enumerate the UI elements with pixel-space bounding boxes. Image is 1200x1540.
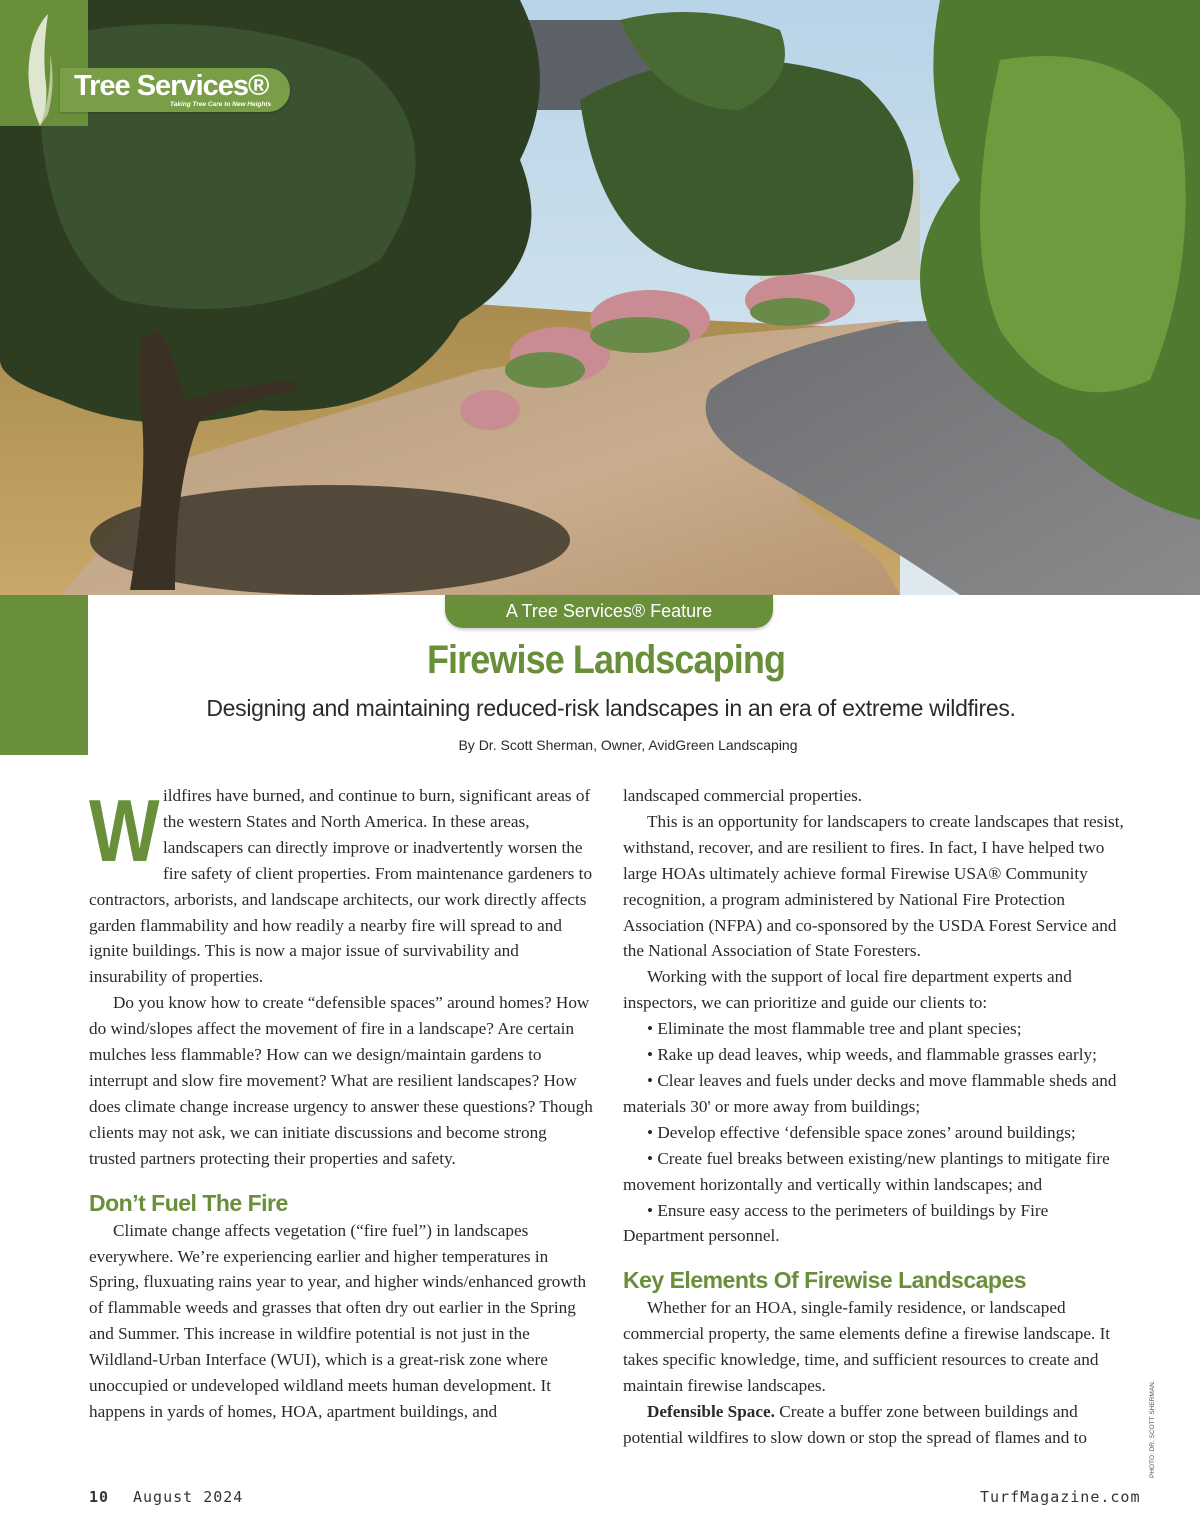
paragraph: landscaped commercial properties.	[623, 786, 863, 805]
paragraph: Working with the support of local fire department experts and inspectors, we can prioritize and guide our clients to:	[623, 967, 1072, 1013]
paragraph	[623, 1399, 1133, 1451]
photo-credit: PHOTO: DR. SCOTT SHERMAN.	[1149, 1380, 1156, 1478]
brand-badge	[60, 68, 290, 112]
list-item: • Develop effective ‘defensible space zones’ around buildings;	[647, 1122, 1076, 1142]
paragraph: Climate change affects vegetation (“fire fuel”) in landscapes everywhere. We’re experiencing earlier and higher temperatures in Spring, fluxuating rains year to year, and higher winds/enhanced growth of flammable weeds and grasses that often dry out earlier in the Spring and Summer. This increase in wildfire potential is not just in the Wildland-Urban Interface (WUI), which is a great-risk zone where unoccupied or undeveloped wildland meets human development. It happens in yards of homes, HOA, apartment buildings, and	[89, 1220, 587, 1421]
paragraph: Do you know how to create “defensible spaces” around homes? How do wind/slopes affect the movement of fire in a landscape? Are certain mulches less flammable? How can we design/maintain gardens to interrupt and slow fire movement? What are resilient landscapes? How does climate change increase urgency to answer these questions? Though clients may not ask, we can initiate discussions and become strong trusted partners protecting their properties and safety.	[89, 993, 593, 1168]
brand-name: Tree Services®	[74, 70, 269, 102]
run-in-heading: Defensible Space.	[647, 1401, 775, 1421]
article-title: Firewise Landscaping	[426, 638, 786, 682]
article-subtitle: Designing and maintaining reduced-risk landscapes in an era of extreme wildfires.	[206, 695, 1016, 721]
leaf-logo-icon	[22, 14, 58, 126]
paragraph: This is an opportunity for landscapers to create landscapes that resist, withstand, recover, and are resilient to fires. In fact, I have helped two large HOAs ultimately achieve formal Firewise USA® Community recognition, a program administered by National Fire Protection Association (NFPA) and co-sponsored by the USDA Forest Service and the National Association of State Foresters.	[623, 811, 1124, 961]
brand-tagline: Taking Tree Care to New Heights	[170, 101, 272, 108]
article-column-left	[89, 783, 597, 1425]
issue-date: August 2024	[133, 1488, 244, 1506]
list-item: • Ensure easy access to the perimeters of buildings by Fire Department personnel.	[623, 1200, 1049, 1246]
paragraph-text: Create a buffer zone between buildings and potential wildfires to slow down or stop the spread of flames and to	[623, 1401, 1087, 1447]
feature-tab: A Tree Services® Feature	[445, 595, 773, 628]
list-item: • Clear leaves and fuels under decks and move flammable sheds and materials 30' or more away from buildings;	[623, 1070, 1117, 1116]
site-url: TurfMagazine.com	[980, 1488, 1141, 1506]
paragraph: Whether for an HOA, single-family residence, or landscaped commercial property, the same elements define a firewise landscape. It takes specific knowledge, time, and sufficient resources to create and maintain firewise landscapes.	[623, 1298, 1111, 1396]
section-heading: Key Elements Of Firewise Landscapes	[623, 1267, 1027, 1294]
paragraph: ildfires have burned, and continue to burn, significant areas of the western States and North America. In these areas, landscapers can directly improve or inadvertently worsen the fire safety of client properties. From maintenance gardeners to contractors, arborists, and landscape architects, our work directly affects garden flammability and how readily a nearby fire will spread to and ignite buildings. This is now a major issue of survivability and insurability of properties.	[89, 786, 593, 987]
page-number: 10	[89, 1488, 110, 1506]
list-item: • Create fuel breaks between existing/new plantings to mitigate fire movement horizontally and vertically within landscapes; and	[623, 1148, 1110, 1194]
article-byline: By Dr. Scott Sherman, Owner, AvidGreen Landscaping	[458, 737, 798, 753]
article-column-right	[623, 783, 1133, 1451]
list-item: • Rake up dead leaves, whip weeds, and flammable grasses early;	[647, 1045, 1097, 1065]
list-item: • Eliminate the most flammable tree and plant species;	[647, 1019, 1022, 1039]
section-heading: Don’t Fuel The Fire	[89, 1189, 288, 1216]
drop-cap: W	[89, 781, 160, 880]
